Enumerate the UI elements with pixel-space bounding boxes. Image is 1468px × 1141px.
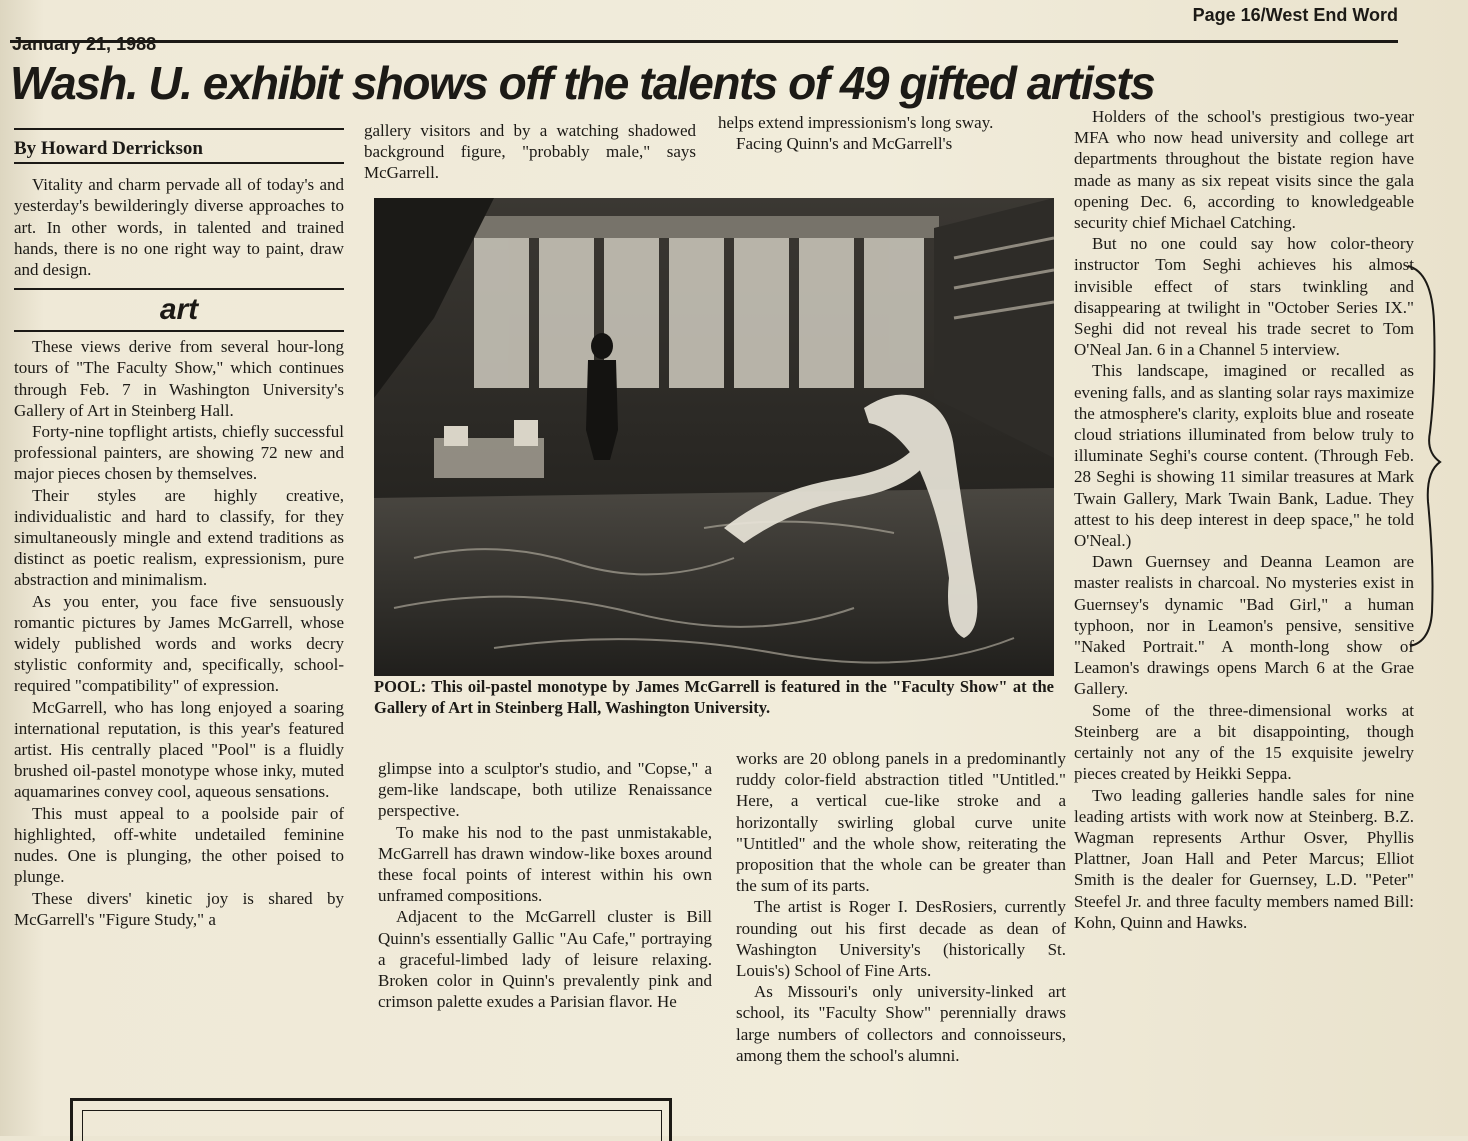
paragraph: Their styles are highly creative, individualistic and hard to classify, for they simultaneously mingle and extend traditions as distinct as poetic realism, expressionism, pure abstraction and minimalism.: [14, 485, 344, 590]
paragraph: McGarrell, who has long enjoyed a soaring international reputation, is this year's featured artist. His centrally placed "Pool" is a fluidly brushed oil-pastel monotype whose inky, muted aquamarines convey cool, aqueous sensations.: [14, 697, 344, 802]
column-1: [14, 128, 344, 930]
paragraph: glimpse into a sculptor's studio, and "Copse," a gem-like landscape, both utilize Renaissance perspective.: [378, 759, 712, 821]
paragraph: As Missouri's only university-linked art school, its "Faculty Show" perennially draws large numbers of collectors and connoisseurs, among them the school's alumni.: [736, 982, 1066, 1065]
column-4: [1074, 106, 1414, 933]
page-reference: Page 16/West End Word: [1192, 5, 1398, 25]
headline: Wash. U. exhibit shows off the talents of 49 gifted artists: [10, 57, 1155, 109]
paragraph: Holders of the school's prestigious two-year MFA who now head university and college art departments throughout the bistate region have made as many as six repeat visits since the gala opening Dec. 6, according to knowledgeable security chief Michael Catching.: [1074, 107, 1414, 233]
byline: By Howard Derrickson: [14, 138, 344, 164]
paragraph: Facing Quinn's and McGarrell's: [736, 134, 953, 154]
paragraph: gallery visitors and by a watching shadowed background figure, "probably male," says McGarrell.: [364, 121, 696, 183]
section-kicker: art: [14, 288, 344, 332]
paragraph: These views derive from several hour-long tours of "The Faculty Show," which continues through Feb. 7 in Washington University's Gallery of Art in Steinberg Hall.: [14, 337, 344, 420]
paragraph: helps extend impressionism's long sway.: [718, 113, 994, 132]
paragraph: Some of the three-dimensional works at Steinberg are a bit disappointing, though certainly not any of the 15 exquisite jewelry pieces created by Heikki Seppa.: [1074, 700, 1414, 784]
margin-bracket-mark: [1406, 262, 1446, 652]
column-3-top: [718, 112, 1053, 154]
paragraph: The artist is Roger I. DesRosiers, currently rounding out his first decade as dean of Washington University's (historically St. Louis's) School of Fine Arts.: [736, 897, 1066, 981]
paragraph: These divers' kinetic joy is shared by McGarrell's "Figure Study," a: [14, 888, 344, 929]
paragraph: But no one could say how color-theory instructor Tom Seghi achieves his almost invisible effect of stars twinkling and disappearing at twilight in "October Series IX." Seghi did not reveal his trade secret to Tom O'Neal Jan. 6 in a Channel 5 interview.: [1074, 234, 1414, 360]
paragraph: works are 20 oblong panels in a predominantly ruddy color-field abstraction titled "Untitled." Here, a vertical cue-like stroke and a horizontally swirling global curve unite "Untitled" and the whole show, reiterating the proposition that the whole can be greater than the sum of its parts.: [736, 749, 1066, 896]
bottom-border-inner: [82, 1110, 662, 1141]
photo-caption: POOL: This oil-pastel monotype by James McGarrell is featured in the "Faculty Show" at the Gallery of Art in Steinberg Hall, Washington University.: [374, 677, 1054, 717]
paragraph: Two leading galleries handle sales for nine leading artists with work now at Steinberg. B.Z. Wagman represents Arthur Osver, Phyllis Plattner, Joan Hall and Peter Marcus; Elliot Smith is the dealer for Guernsey, L.D. "Peter" Steefel Jr. and three faculty members named Bill: Kohn, Quinn and Hawks.: [1074, 785, 1414, 932]
paragraph: As you enter, you face five sensuously romantic pictures by James McGarrell, whose widely published words and works decry stylistic conformity and, specifically, school-required "compatibility" of expression.: [14, 591, 344, 696]
column-2-bottom: [378, 758, 712, 1012]
column-2-top: [364, 120, 696, 184]
column-3-bottom: [736, 748, 1066, 1066]
paragraph: To make his nod to the past unmistakable, McGarrell has drawn window-like boxes around these focal points of interest within his own unframed compositions.: [378, 822, 712, 906]
paragraph: Adjacent to the McGarrell cluster is Bill Quinn's essentially Gallic "Au Cafe," portraying a graceful-limbed lady of leisure relaxing. Broken color in Quinn's prevalently pink and crimson palette exudes a Parisian flavor. He: [378, 907, 712, 1012]
masthead-rule: [10, 40, 1398, 43]
paragraph: Forty-nine topflight artists, chiefly successful professional painters, are showing 72 new and major pieces chosen by themselves.: [14, 422, 344, 484]
paragraph: This landscape, imagined or recalled as evening falls, and as slanting solar rays maximize the atmosphere's clarity, exploits blue and roseate cloud striations illuminated from below truly to illuminate Seghi's course content. (Through Feb. 28 Seghi is showing 11 similar treasures at Mark Twain Gallery, Mark Twain Bank, Ladue. They attest to his deep interest in deep space," he told O'Neal.): [1074, 361, 1414, 551]
paragraph: Dawn Guernsey and Deanna Leamon are master realists in charcoal. No mysteries exist in Guernsey's dynamic "Bad Girl," a human typhoon, nor in Leamon's pensive, sensitive "Naked Portrait." A month-long show of Leamon's drawings opens March 6 at the Grae Gallery.: [1074, 552, 1414, 699]
pool-photo: [374, 198, 1054, 676]
lead-paragraph: Vitality and charm pervade all of today's and yesterday's bewilderingly diverse approaches to art. In other words, in talented and trained hands, there is no one right way to paint, draw and design.: [14, 175, 344, 280]
paragraph: This must appeal to a poolside pair of highlighted, off-white undetailed feminine nudes. One is plunging, the other poised to plunge.: [14, 803, 344, 887]
byline-rule: [14, 128, 344, 130]
issue-date: January 21, 1988: [12, 34, 157, 54]
